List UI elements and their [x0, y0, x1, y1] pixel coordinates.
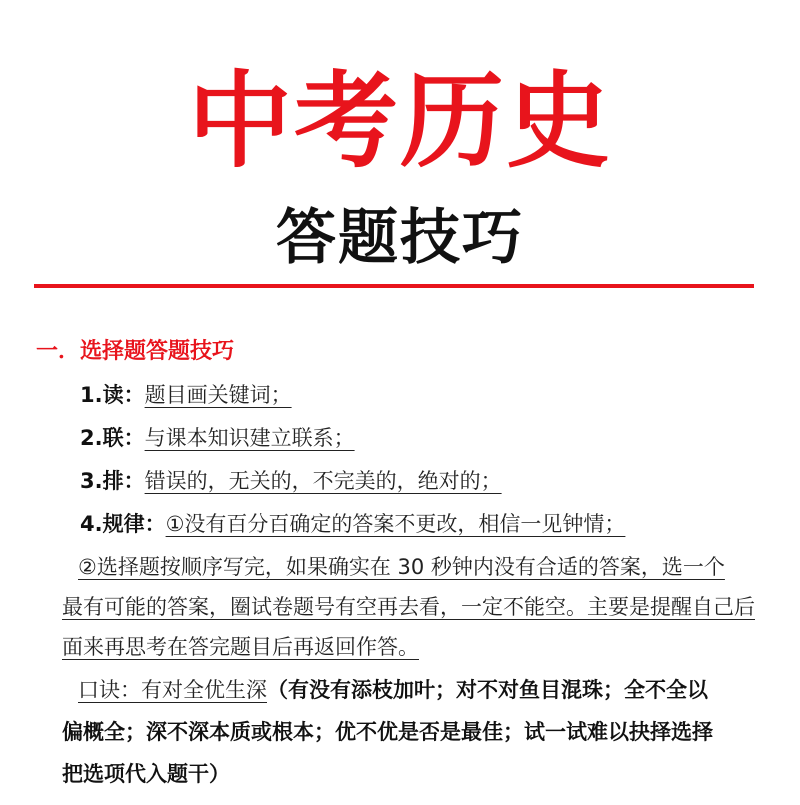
item-read: [80, 380, 292, 410]
mnemonic-line-2: 偏概全；深不深本质或根本；优不优是否是最佳；试一试难以抉择选择: [62, 720, 713, 744]
item-link: [80, 423, 355, 453]
item-read-text: 题目画关键词；: [144, 383, 292, 407]
page-subtitle: 答题技巧: [276, 203, 524, 273]
mnemonic-line-3: 把选项代入题干）: [62, 762, 230, 786]
item-rule-label: 4.规律：: [80, 512, 166, 536]
paragraph-line-1: [78, 552, 725, 582]
paragraph-line-1-text: ②选择题按顺序写完，如果确实在 30 秒钟内没有合适的答案，选一个: [78, 555, 725, 579]
mnemonic-bold-text: （有没有添枝加叶；对不对鱼目混珠；全不全以: [267, 678, 708, 702]
mnemonic-label: 口诀：有对全优生深: [78, 678, 267, 702]
page-title: 中考历史: [187, 60, 612, 182]
mnemonic-line-1: [78, 675, 708, 705]
item-exclude-text: 错误的，无关的，不完美的，绝对的；: [144, 469, 502, 493]
paragraph-line-2-text: 最有可能的答案，圈试卷题号有空再去看，一定不能空。主要是提醒自己后: [62, 595, 755, 619]
item-exclude-label: 3.排：: [80, 469, 145, 493]
section-heading: 一．选择题答题技巧: [36, 339, 235, 364]
item-link-text: 与课本知识建立联系；: [144, 426, 355, 450]
paragraph-line-3-text: 面来再思考在答完题目后再返回作答。: [62, 635, 419, 659]
paragraph-line-3: [62, 632, 419, 662]
item-exclude: [80, 466, 502, 496]
item-rule: [80, 509, 625, 539]
item-read-label: 1.读：: [80, 383, 145, 407]
item-link-label: 2.联：: [80, 426, 145, 450]
paragraph-line-2: [62, 592, 755, 622]
title-divider: [34, 284, 754, 288]
item-rule-text: ①没有百分百确定的答案不更改，相信一见钟情；: [165, 512, 626, 536]
